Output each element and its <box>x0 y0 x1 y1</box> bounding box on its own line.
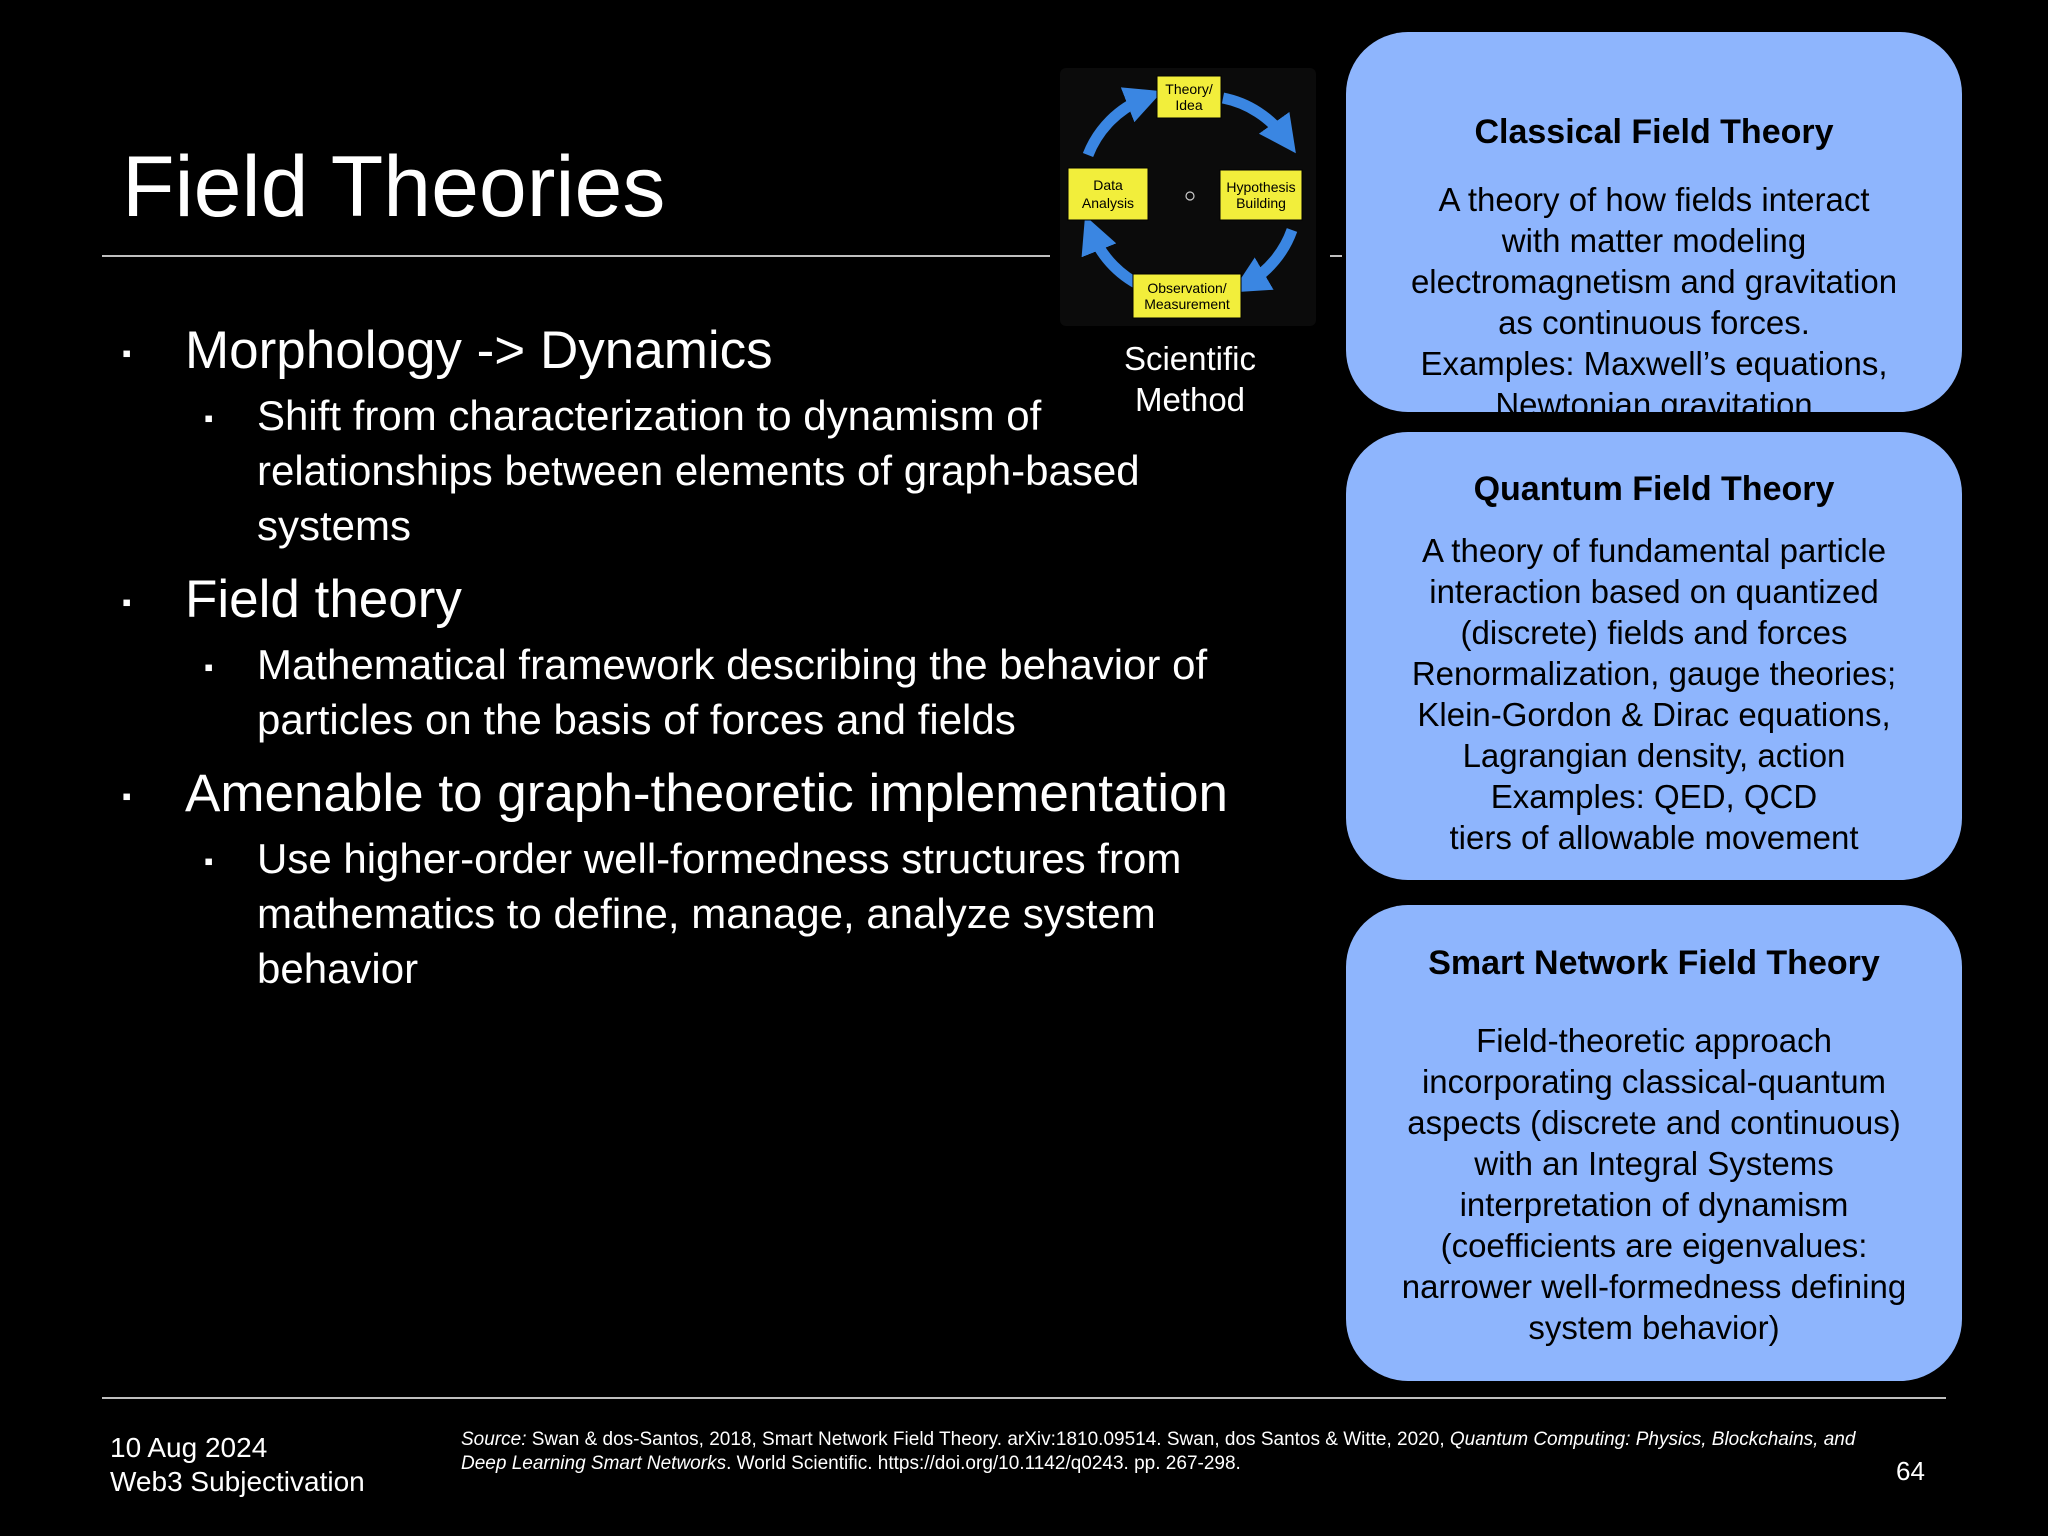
source-text: . World Scientific. https://doi.org/10.1142/q0243. pp. 267-298. <box>726 1453 1241 1474</box>
card-line: A theory of how fields interact <box>1438 181 1870 218</box>
sub-bullet-text: Use higher-order well-formedness structures from mathematics to define, manage, analyze system behavior <box>257 835 1182 992</box>
page-number: 64 <box>1896 1456 1925 1486</box>
diagram-caption <box>1060 338 1320 420</box>
footer-meta <box>110 1431 365 1499</box>
hypothesis-node-label: Building <box>1236 195 1286 211</box>
theory-node-label: Idea <box>1175 97 1203 113</box>
bullet-marker-icon: ▪ <box>204 652 214 682</box>
sub-bullet-item <box>122 831 1272 996</box>
card-title: Smart Network Field Theory <box>1428 944 1880 982</box>
bullet-marker-icon: ▪ <box>122 338 132 368</box>
classical-field-theory-card <box>1346 32 1962 423</box>
bullet-item <box>122 761 1272 827</box>
card-line: with an Integral Systems <box>1474 1145 1834 1182</box>
card-title: Classical Field Theory <box>1474 113 1834 151</box>
card-line: Field-theoretic approach <box>1476 1022 1832 1059</box>
bullet-marker-icon: ▪ <box>204 403 214 433</box>
card-line: with matter modeling <box>1501 222 1807 259</box>
card-line: incorporating classical-quantum <box>1421 1063 1887 1100</box>
scientific-method-diagram <box>1060 68 1316 326</box>
card-line: electromagnetism and gravitation <box>1410 263 1898 300</box>
observation-node-label: Observation/ <box>1147 280 1227 296</box>
cycle-arrow <box>1088 98 1145 155</box>
cycle-arrow <box>1223 98 1285 138</box>
bullet-marker-icon: ▪ <box>122 587 132 617</box>
cycle-arrow <box>1248 230 1292 283</box>
card-title: Quantum Field Theory <box>1473 470 1835 508</box>
card-line: Renormalization, gauge theories; <box>1411 655 1897 692</box>
caption-line: Method <box>1134 381 1246 418</box>
cycle-diagram <box>1060 68 1316 326</box>
card-line: as continuous forces. <box>1498 304 1810 341</box>
card-body <box>1346 179 1962 425</box>
card-line: Newtonian gravitation <box>1495 386 1813 423</box>
card-line: Klein-Gordon & Dirac equations, <box>1417 696 1891 733</box>
slide-title: Field Theories <box>122 139 666 235</box>
center-marker-icon <box>1186 192 1194 200</box>
footer-divider <box>102 1397 1946 1399</box>
card-line: tiers of allowable movement <box>1449 819 1859 856</box>
footer-date: 10 Aug 2024 <box>110 1432 268 1463</box>
bullet-marker-icon: ▪ <box>122 781 132 811</box>
hypothesis-node-label: Hypothesis <box>1226 179 1296 195</box>
theory-node-label: Theory/ <box>1165 81 1213 97</box>
data-node-label: Data <box>1093 177 1123 193</box>
card-body <box>1346 1020 1962 1348</box>
sub-bullet-text: Shift from characterization to dynamism of relationships between elements of graph-based systems <box>257 392 1140 549</box>
card-line: narrower well-formedness defining <box>1401 1268 1907 1305</box>
source-text: Swan & dos-Santos, 2018, Smart Network Field Theory. arXiv:1810.09514. Swan, dos Santos & Witte, 2020, <box>526 1429 1450 1450</box>
card-line: (discrete) fields and forces <box>1460 614 1848 651</box>
bullet-text: Morphology -> Dynamics <box>185 321 773 380</box>
source-label: Source: <box>461 1429 527 1450</box>
bullet-text: Field theory <box>185 570 462 629</box>
smart-network-field-theory-card <box>1346 905 1962 1381</box>
data-node-label: Analysis <box>1081 195 1135 211</box>
card-line: interaction based on quantized <box>1429 573 1879 610</box>
card-line: A theory of fundamental particle <box>1421 532 1887 569</box>
title-divider <box>102 255 1050 257</box>
sub-bullet-text: Mathematical framework describing the behavior of particles on the basis of forces and fields <box>257 641 1208 743</box>
card-line: Examples: Maxwell’s equations, <box>1420 345 1888 382</box>
bullet-item <box>122 567 1272 633</box>
sub-bullet-item <box>122 637 1272 747</box>
bullet-marker-icon: ▪ <box>204 846 214 876</box>
card-body <box>1346 530 1962 858</box>
observation-node-label: Measurement <box>1144 296 1230 312</box>
card-line: system behavior) <box>1528 1309 1780 1346</box>
caption-line: Scientific <box>1123 340 1257 377</box>
source-citation <box>461 1428 1901 1476</box>
card-line: aspects (discrete and continuous) <box>1407 1104 1901 1141</box>
card-line: Examples: QED, QCD <box>1490 778 1818 815</box>
title-divider-tail <box>1330 255 1342 257</box>
card-line: Lagrangian density, action <box>1462 737 1846 774</box>
footer-deck-name: Web3 Subjectivation <box>110 1466 365 1497</box>
data-analysis-node <box>1068 168 1148 220</box>
source-book-title: Quantum Computing: Physics, Blockchains, and Deep Learning Smart Networks <box>461 1429 1856 1474</box>
card-line: (coefficients are eigenvalues: <box>1440 1227 1868 1264</box>
quantum-field-theory-card <box>1346 432 1962 880</box>
bullet-text: Amenable to graph-theoretic implementation <box>185 764 1228 823</box>
card-line: interpretation of dynamism <box>1459 1186 1849 1223</box>
